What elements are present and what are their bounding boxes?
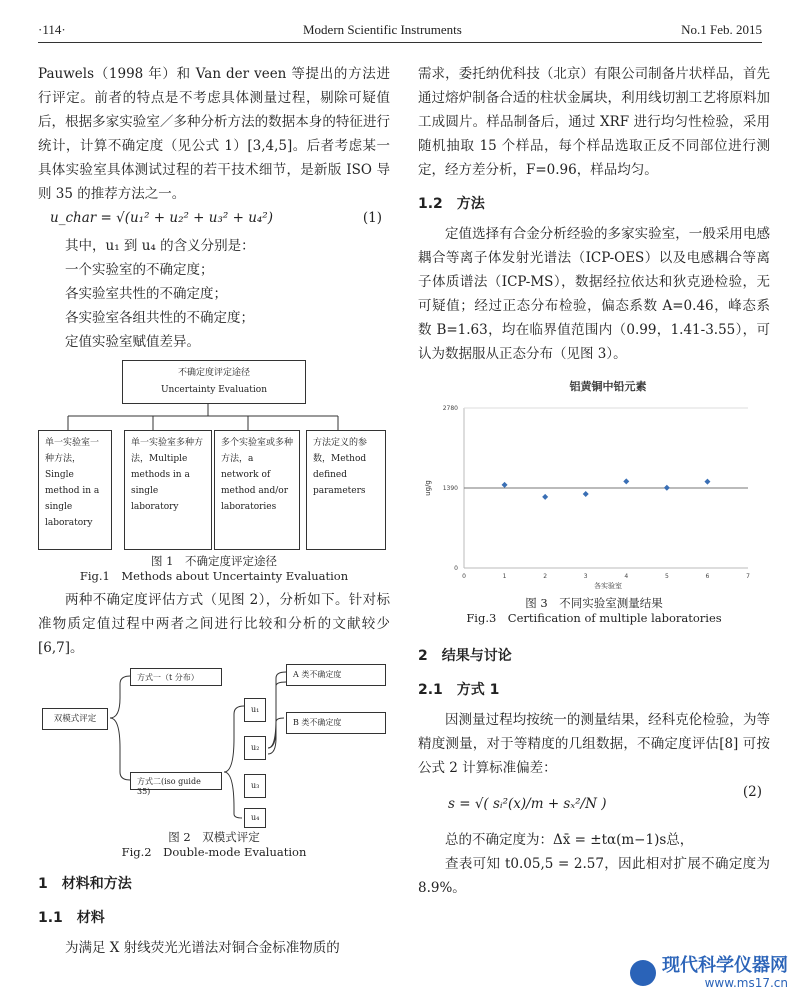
paragraph: 需求，委托纳优科技（北京）有限公司制备片状样品，首先通过熔炉制备合适的柱状金属块，利用线切割工艺将原料加工成圆片。样品制备后，通过 XRF 进行均匀性检验，采用随机抽取 15 个样品，每个样品选取正反不同部位进行测定，经方差分析，F=0.96，样品均匀。 [418,66,770,178]
x-tick-label: 7 [746,573,750,580]
list-item: 各实验室各组共性的不确定度； [65,310,254,326]
x-axis-label: 各实验室 [594,582,622,590]
paragraph: 其中，u₁ 到 u₄ 的含义分别是： [65,238,255,254]
paragraph: 因测量过程均按统一的测量结果，经科克伦检验，为等精度测量，对于等精度的几组数据，不确定度评估[8] 可按公式 2 计算标准偏差： [418,712,770,776]
equation-number: (2) [742,784,762,800]
figure-3-caption [418,596,770,626]
paragraph: 两种不确定度评估方式（见图 2），分析如下。针对标准物质定值过程中两者之间进行比较和分析的文献较少[6,7]。 [38,592,390,656]
journal-name: Modern Scientific Instruments [303,22,462,37]
x-tick-label: 1 [502,573,507,580]
caption-cn: 图 2 双模式评定 [168,830,260,844]
list-item: 各实验室共性的不确定度； [65,286,227,302]
figure-1-box: 多个实验室或多种方法，a network of method and/or laboratories [214,430,300,550]
equation-1 [38,206,390,234]
issue-info: No.1 Feb. 2015 [681,22,762,37]
figure-1-root-box [122,360,306,404]
data-point [502,482,508,488]
right-column [418,62,770,900]
double-mode-box: 双模式评定 [42,708,108,730]
running-header [38,20,762,43]
data-point [542,494,548,500]
caption-en: Fig.1 Methods about Uncertainty Evaluation [79,569,349,583]
watermark [630,956,788,990]
y-tick-label: 2780 [442,405,458,412]
x-tick-label: 5 [664,573,669,580]
figure-2-connectors [38,668,390,828]
figure-2 [38,668,390,858]
figure-2-caption [38,830,390,860]
y-axis-label: ug/g [424,480,432,496]
x-tick-label: 4 [624,573,629,580]
equation-text: s = √( sᵢ²(x)/m + sₓ²/N ) [448,796,607,812]
type-a-box: A 类不确定度 [286,664,386,686]
figure-1-box: 单一实验室一种方法，Single method in a single laboratory [38,430,112,550]
figure-1 [38,360,390,582]
x-tick-label: 6 [705,573,710,580]
list-item: 定值实验室赋值差异。 [65,334,200,350]
list-item: 一个实验室的不确定度； [65,262,214,278]
figure-1-box: 单一实验室多种方法，Multiple methods in a single laboratory [124,430,212,550]
y-tick-label: 0 [454,565,458,572]
left-column [38,62,390,960]
caption-en: Fig.2 Double-mode Evaluation [121,845,307,859]
data-point [583,491,589,497]
x-tick-label: 2 [543,573,548,580]
subsection-heading: 1.2 方法 [418,196,485,212]
equation-text: u_char = √(u₁² + u₂² + u₃² + u₄²) [50,210,273,226]
paragraph: 总的不确定度为：Δx̄ = ±tα(m−1)s总， [445,832,694,848]
watermark-logo-icon [630,960,656,986]
subsection-heading: 1.1 材料 [38,910,105,926]
equation-2 [418,780,770,828]
paragraph: 定值选择有合金分析经验的多家实验室，一般采用电感耦合等离子体发射光谱法（ICP-OES）以及电感耦合等离子体质谱法（ICP-MS），数据经拉依达和狄克逊检验，无可疑值；经过正态分布检验，偏态系数 A=0.46，峰态系数 B=1.63，均在临界值范围内（0.99，1.41-3.55），可认为数据服从正态分布（见图 3）。 [418,226,770,362]
caption-cn: 图 3 不同实验室测量结果 [525,596,663,610]
data-point [704,479,710,485]
u2-box: u₂ [244,736,266,760]
paragraph: 查表可知 t0.05,5 = 2.57，因此相对扩展不确定度为 8.9%。 [418,856,770,896]
figure-1-caption [38,554,390,584]
caption-en: Fig.3 Certification of multiple laboratories [466,611,722,625]
chart-title: 铝黄铜中铅元素 [569,380,647,393]
paragraph: 为满足 X 射线荧光光谱法对铜合金标准物质的 [65,940,340,956]
paragraph: Pauwels（1998 年）和 Van der veen 等提出的方法进行评定。前者的特点是不考虑具体测量过程，剔除可疑值后，根据多家实验室／多种分析方法的数据本身的特征进行统计，计算不确定度（见公式 1）[3,4,5]。后者考虑某一具体实验室具体测试过程的若干技术细节，是新版 ISO 导则 35 的推荐方法之一。 [38,66,390,202]
data-point [664,485,670,491]
type-b-box: B 类不确定度 [286,712,386,734]
y-tick-label: 1390 [442,485,458,492]
equation-number: (1) [362,210,382,226]
figure-3 [418,372,770,630]
caption-cn: 图 1 不确定度评定途径 [151,554,277,568]
section-heading: 1 材料和方法 [38,876,132,892]
section-heading: 2 结果与讨论 [418,648,512,664]
root-label-en: Uncertainty Evaluation [160,385,268,395]
mode-2-box: 方式二(iso guide 35) [130,772,222,790]
u4-box: u₄ [244,808,266,828]
x-tick-label: 3 [583,573,588,580]
figure-3-chart [418,372,770,596]
x-tick-label: 0 [462,573,466,580]
root-label-cn: 不确定度评定途径 [177,368,250,378]
watermark-name: 现代科学仪器网 [662,955,788,976]
page-number: ·114· [38,22,66,37]
watermark-url: www.ms17.cn [704,976,788,990]
subsection-heading: 2.1 方式 1 [418,682,500,698]
figure-1-box: 方法定义的参数，Method defined parameters [306,430,386,550]
u3-box: u₃ [244,774,266,798]
mode-1-box: 方式一（t 分布） [130,668,222,686]
u1-box: u₁ [244,698,266,722]
data-point [623,478,629,484]
